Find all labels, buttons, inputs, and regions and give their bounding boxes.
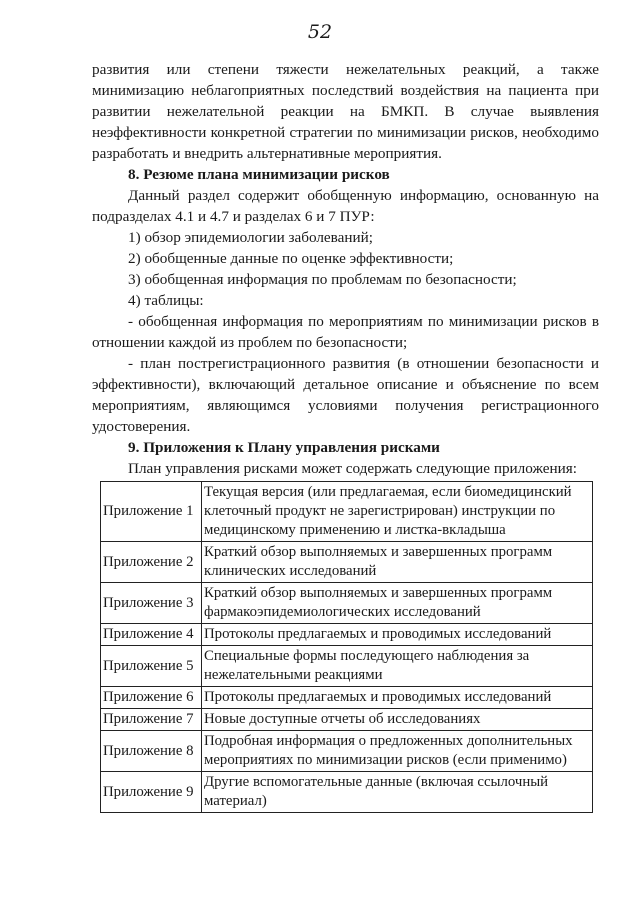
appendix-description: Новые доступные отчеты об исследованиях: [202, 709, 593, 731]
appendix-name: Приложение 6: [101, 687, 202, 709]
table-row: [101, 482, 593, 542]
section-9-lead: План управления рисками может содержать следующие приложения:: [128, 460, 577, 477]
appendix-name: Приложение 9: [101, 772, 202, 813]
section-9-heading: 9. Приложения к Плану управления рисками: [128, 439, 440, 456]
page-number: 52: [307, 21, 333, 43]
appendix-description: Другие вспомогательные данные (включая ссылочный материал): [202, 772, 593, 813]
list-item: 3) обобщенная информация по проблемам по безопасности;: [128, 271, 517, 288]
appendix-description: Краткий обзор выполняемых и завершенных программ клинических исследований: [202, 542, 593, 583]
page-content: [92, 59, 599, 813]
table-row: [101, 583, 593, 624]
table-row: [101, 687, 593, 709]
table-row: [101, 772, 593, 813]
appendix-name: Приложение 8: [101, 731, 202, 772]
appendix-description: Текущая версия (или предлагаемая, если биомедицинский клеточный продукт не зарегистрирован) инструкции по медицинскому применению и листка-вкладыша: [202, 482, 593, 542]
appendix-name: Приложение 5: [101, 646, 202, 687]
table-subitem: - план пострегистрационного развития (в отношении безопасности и эффективности), включающий детальное описание и объяснение по всем мероприятиям, являющимся условиями получения регистрационного удостоверения.: [92, 355, 599, 435]
appendix-name: Приложение 1: [101, 482, 202, 542]
list-item: 1) обзор эпидемиологии заболеваний;: [128, 229, 373, 246]
appendix-name: Приложение 3: [101, 583, 202, 624]
appendix-description: Краткий обзор выполняемых и завершенных программ фармакоэпидемиологических исследований: [202, 583, 593, 624]
appendix-name: Приложение 7: [101, 709, 202, 731]
table-row: [101, 542, 593, 583]
table-subitem: - обобщенная информация по мероприятиям по минимизации рисков в отношении каждой из проблем по безопасности;: [92, 313, 599, 351]
list-item: 4) таблицы:: [128, 292, 204, 309]
table-row: [101, 646, 593, 687]
table-row: [101, 731, 593, 772]
table-row: [101, 624, 593, 646]
appendix-description: Протоколы предлагаемых и проводимых исследований: [202, 687, 593, 709]
appendix-table: [100, 481, 593, 813]
section-8-lead: Данный раздел содержит обобщенную информацию, основанную на подразделах 4.1 и 4.7 и разделах 6 и 7 ПУР:: [92, 187, 599, 225]
appendix-name: Приложение 2: [101, 542, 202, 583]
appendix-description: Подробная информация о предложенных дополнительных мероприятиях по минимизации рисков (если применимо): [202, 731, 593, 772]
appendix-description: Протоколы предлагаемых и проводимых исследований: [202, 624, 593, 646]
table-row: [101, 709, 593, 731]
section-8-heading: 8. Резюме плана минимизации рисков: [128, 166, 390, 183]
appendix-name: Приложение 4: [101, 624, 202, 646]
intro-paragraph: развития или степени тяжести нежелательных реакций, а также минимизацию неблагоприятных последствий воздействия на пациента при развитии нежелательной реакции на БМКП. В случае выявления неэффективности конкретной стратегии по минимизации рисков, необходимо разработать и внедрить альтернативные мероприятия.: [92, 61, 599, 162]
list-item: 2) обобщенные данные по оценке эффективности;: [128, 250, 454, 267]
appendix-description: Специальные формы последующего наблюдения за нежелательными реакциями: [202, 646, 593, 687]
